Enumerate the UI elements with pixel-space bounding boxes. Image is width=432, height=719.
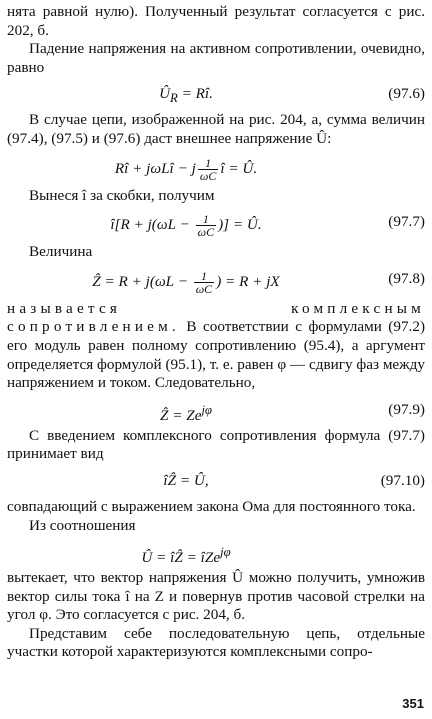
equation-97-9: Ẑ = $Ze^{j\varphi}$ (97.9) <box>159 400 425 424</box>
paragraph: Из соотношения <box>29 516 136 534</box>
page-content <box>7 3 425 662</box>
paragraph: Вынеся î за скобки, получим <box>29 186 215 204</box>
equation-number: (97.10) <box>380 471 425 489</box>
paragraph: Представим себе последовательную цепь, отдельные участки которой характеризуются комплексными сопро- <box>7 624 425 661</box>
paragraph: называется комплексным сопротивлением. В соответствии с формулами (97.2) его модуль равен полному сопротивлению (95.4), а аргумент определяется формулой (95.1), т. е. равен φ — сдвигу фаз между напряжением и током. Следовательно, <box>7 299 426 392</box>
paragraph: В случае цепи, изображенной на рис. 204, а, сумма величин (97.4), (97.5) и (97.6) даст внешнее напряжение Û: <box>7 111 425 147</box>
paragraph: С введением комплексного сопротивления формула (97.7) принимает вид <box>7 426 425 463</box>
equation-ohm: Û = îẐ = îZe$^{j\varphi}$ <box>141 545 231 567</box>
equation-97-10: îẐ = Û, (97.10) <box>163 471 425 489</box>
paragraph: Падение напряжения на активном сопротивлении, очевидно, равно <box>7 40 425 76</box>
paragraph: вытекает, что вектор напряжения Û можно получить, умножив вектор силы тока î на Z и повернув против часовой стрелки на угол φ. Это согласуется с рис. 204, б. <box>7 569 425 624</box>
equation-number: (97.7) <box>388 213 425 231</box>
paragraph: совпадающий с выражением закона Ома для постоянного тока. <box>7 497 416 515</box>
equation-97-7: î[R + j(ωL − $\frac{1}{\omega C}$ )] = Û. (97.7) <box>110 212 425 240</box>
equation-number: (97.9) <box>388 400 425 418</box>
equation-97-6: $Û_R$ = Rî. (97.6) <box>159 85 425 106</box>
paragraph: Величина <box>29 243 93 261</box>
equation-97-8: Ẑ = R + j(ωL − $\frac{1}{\omega C}$ ) = R + jX (97.8) <box>92 268 425 296</box>
equation-number: (97.6) <box>388 85 425 103</box>
paragraph: нята равной нулю). Полученный результат согласуется с рис. 202, б. <box>7 3 425 39</box>
page-number: 351 <box>402 696 424 712</box>
equation-number: (97.8) <box>388 269 425 287</box>
equation-sum: Rî + jωLî − j $\frac{1}{\omega C}$ î = Û. <box>114 155 258 183</box>
